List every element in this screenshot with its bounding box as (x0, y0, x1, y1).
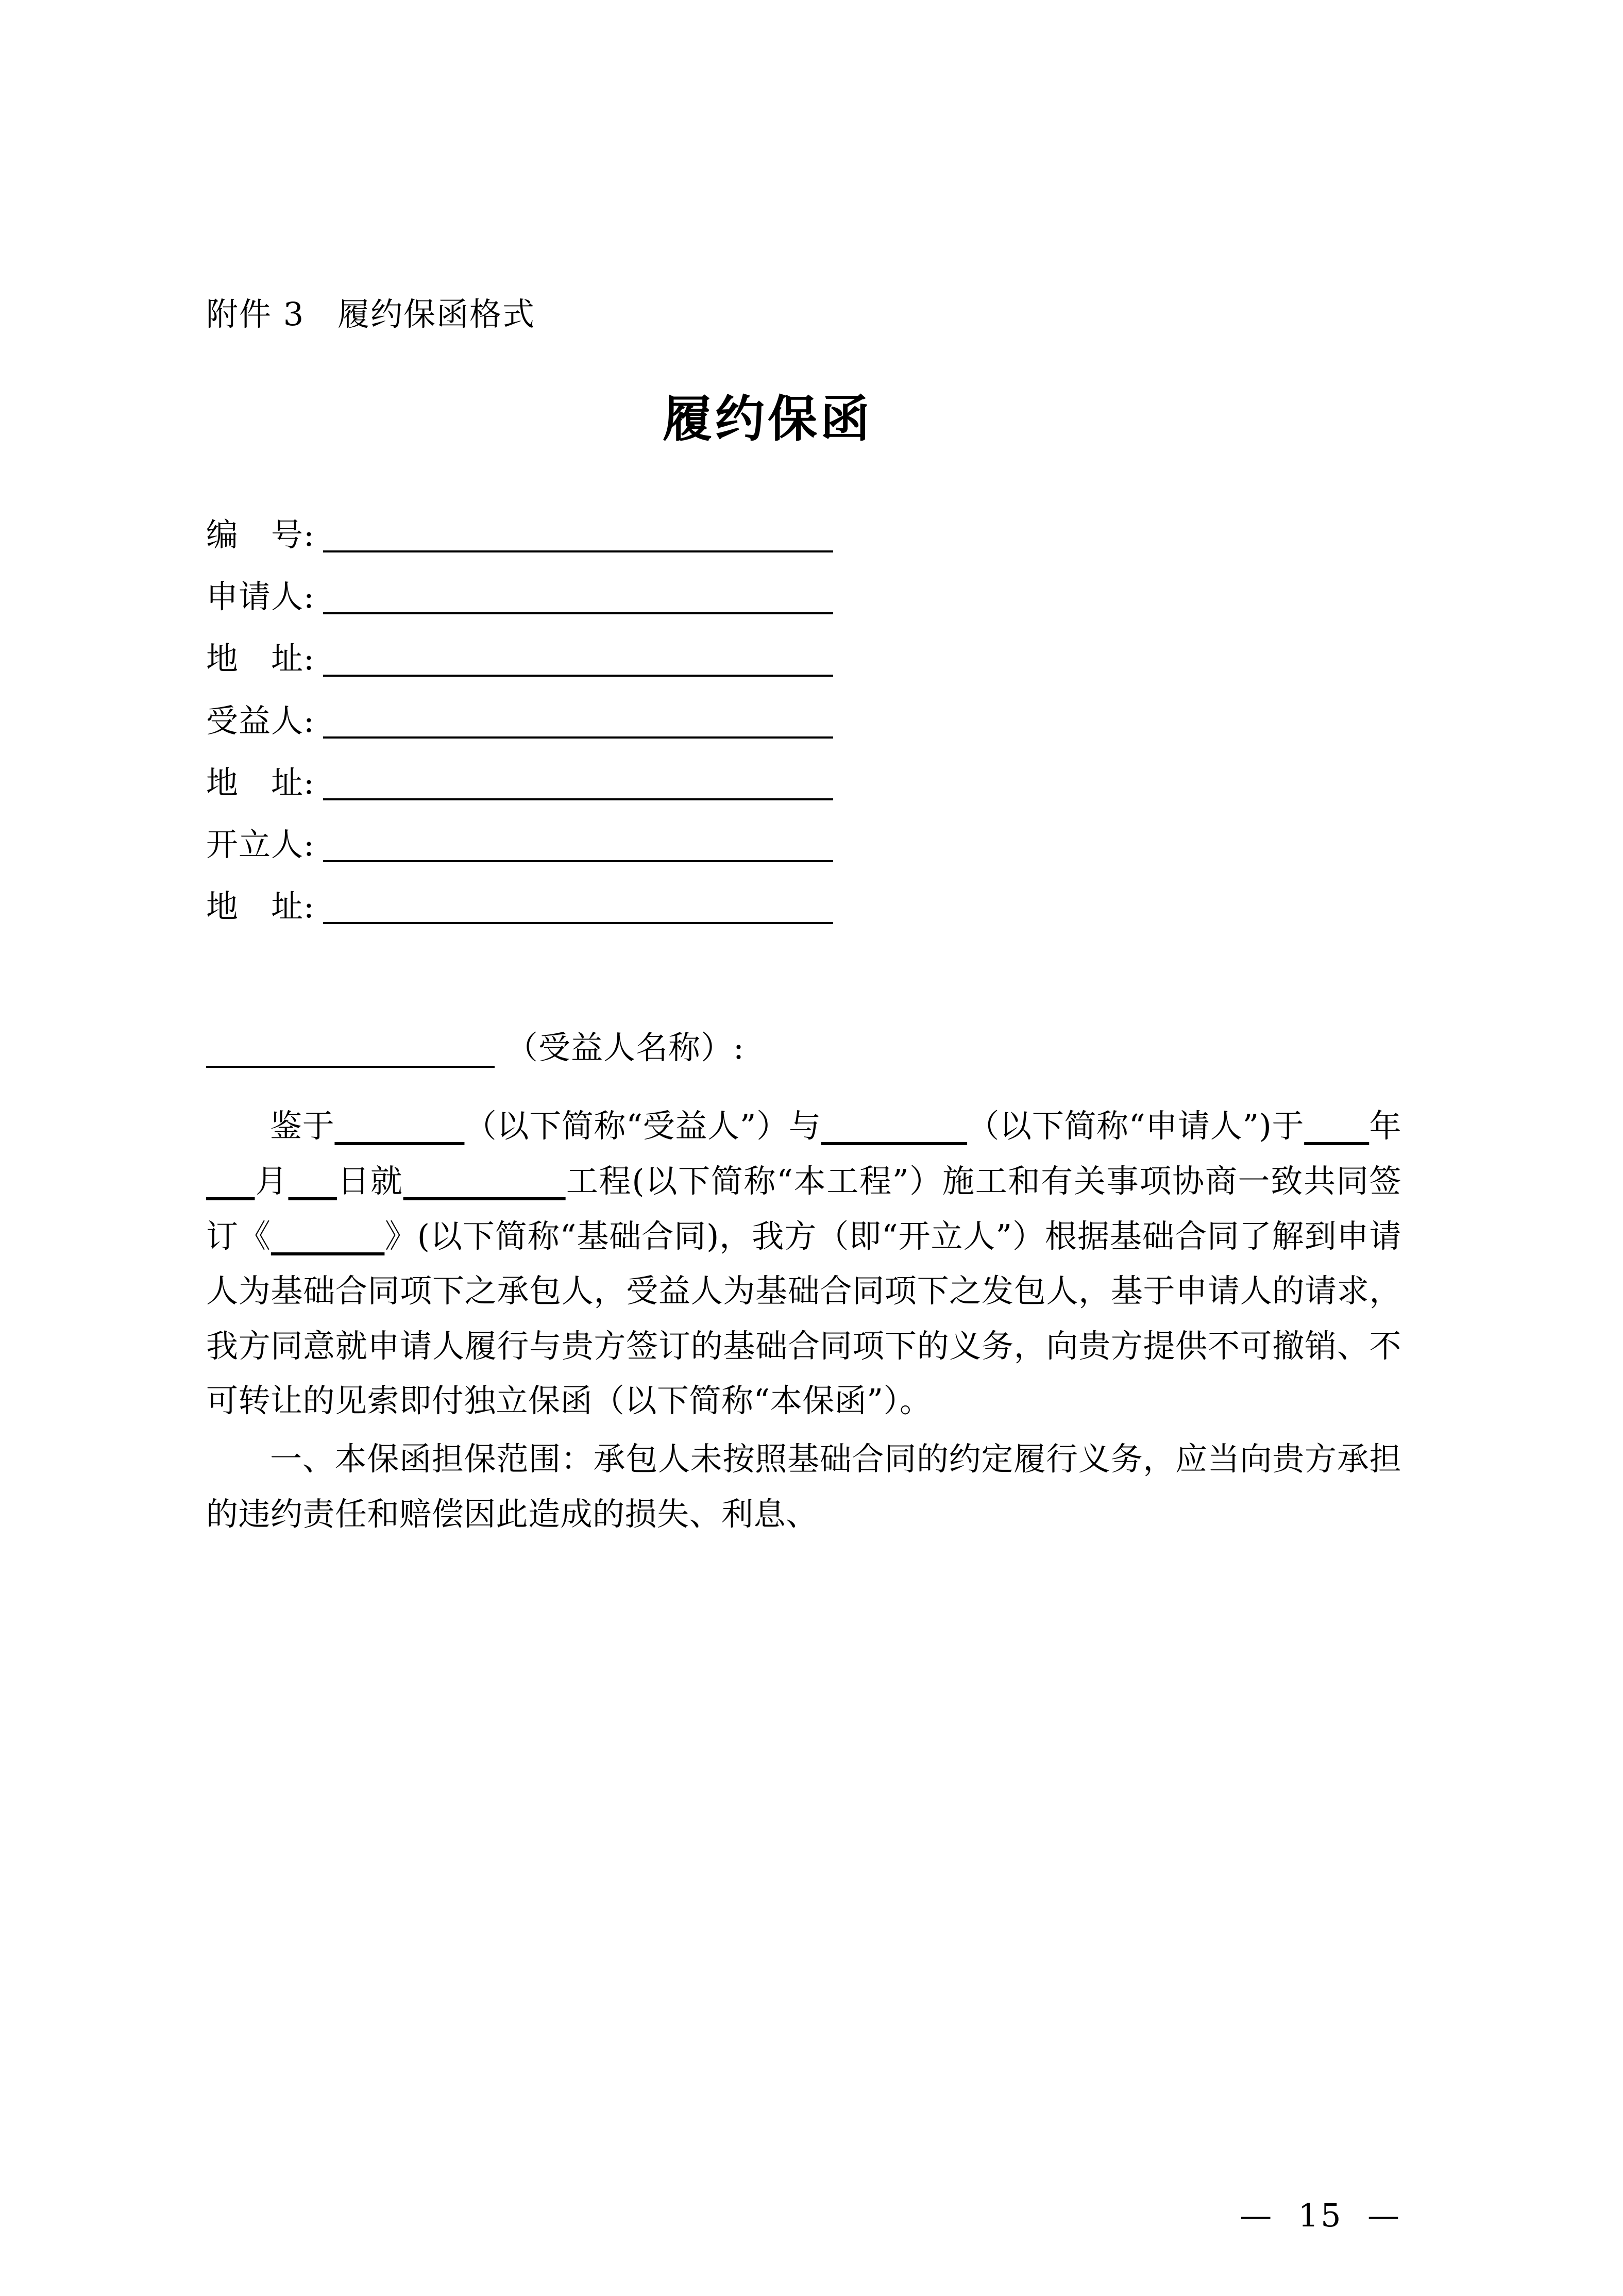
seg-blank[interactable]: _________ (821, 1107, 968, 1145)
field-row (206, 703, 1401, 739)
field-input-rule[interactable] (323, 770, 833, 800)
field-label: 地 址: (206, 887, 315, 926)
seg-text: （以下简称“申请人”)于 (967, 1107, 1305, 1145)
field-list (206, 517, 1401, 924)
seg-blank[interactable]: _______ (270, 1217, 385, 1255)
recipient-row (206, 1022, 1401, 1068)
seg-blank[interactable]: ____ (1304, 1107, 1370, 1145)
field-label: 地 址: (206, 640, 315, 678)
seg-blank[interactable]: __________ (403, 1162, 566, 1200)
seg-text: 日就 (336, 1162, 403, 1200)
field-input-rule[interactable] (323, 709, 833, 739)
field-row (206, 889, 1401, 924)
attachment-label: 附件 3 履约保函格式 (206, 295, 536, 333)
field-row (206, 827, 1401, 862)
recipient-input-rule[interactable] (206, 1041, 495, 1068)
page-number: — 15 — (1240, 2197, 1401, 2234)
field-input-rule[interactable] (323, 584, 833, 614)
field-label: 申请人: (206, 578, 315, 616)
page-title: 履约保函 (663, 390, 873, 448)
field-row (206, 579, 1401, 614)
seg-blank[interactable]: ___ (288, 1162, 337, 1200)
seg-blank[interactable]: ___ (206, 1162, 255, 1200)
seg-text: 年 (1369, 1107, 1401, 1145)
field-row (206, 641, 1401, 676)
seg-blank[interactable]: ________ (334, 1107, 465, 1145)
seg-text: （以下简称“受益人”）与 (464, 1107, 821, 1145)
field-input-rule[interactable] (323, 523, 833, 552)
seg-text: 月 (255, 1162, 289, 1200)
paragraph-clause-1 (206, 1432, 1401, 1541)
field-label: 开立人: (206, 825, 315, 863)
recipient-note: （受益人名称）: (506, 1029, 745, 1067)
seg-text: 工程(以下简称“本工程”）施工和有关事项协商一致共同签订《 (206, 1162, 1401, 1255)
seg-text: 一、本保函担保范围：承包人未按照基础合同的约定履行义务，应当向贵方承担的违约责任和赔偿因此造成的损失、利息、 (206, 1440, 1401, 1533)
field-input-rule[interactable] (323, 894, 833, 924)
field-label: 受益人: (206, 701, 315, 740)
seg-text: 》(以下简称“基础合同)，我方（即“开立人”）根据基础合同了解到申请人为基础合同项下之承包人，受益人为基础合同项下之发包人，基于申请人的请求，我方同意就申请人履行与贵方签订的基础合同项下的义务，向贵方提供不可撤销、不可转让的见索即付独立保函（以下简称“本保函”）。 (206, 1217, 1401, 1420)
paragraph-preamble (206, 1099, 1401, 1429)
field-row (206, 765, 1401, 800)
field-label: 编 号: (206, 516, 315, 554)
field-row (206, 517, 1401, 552)
field-input-rule[interactable] (323, 832, 833, 862)
seg-text: 鉴于 (270, 1107, 335, 1145)
field-input-rule[interactable] (323, 647, 833, 677)
field-label: 地 址: (206, 763, 315, 801)
